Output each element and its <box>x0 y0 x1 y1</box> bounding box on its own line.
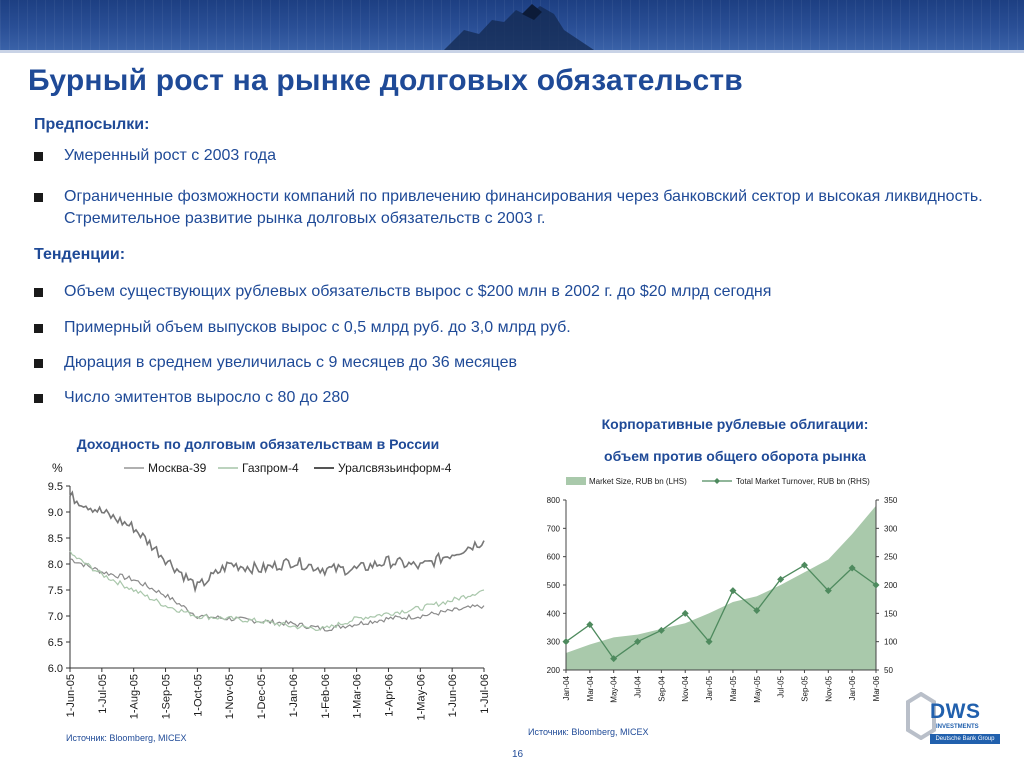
x-tick-label: Mar-04 <box>585 676 595 702</box>
bullet-square-icon <box>34 394 43 403</box>
y-tick-label: 8.0 <box>47 559 63 571</box>
trend-bullet-4: Число эмитентов выросло с 80 до 280 <box>34 387 994 409</box>
bullet-square-icon <box>34 288 43 297</box>
y-tick-label: 6.5 <box>47 637 63 649</box>
y-tick-label: 9.0 <box>47 507 63 519</box>
bullet-square-icon <box>34 193 43 202</box>
x-tick-label: Nov-04 <box>681 676 691 702</box>
x-tick-label: Sep-05 <box>800 676 810 702</box>
page-number: 16 <box>512 749 524 760</box>
x-tick-label: Nov-05 <box>824 676 834 702</box>
x-tick-label: 1-Nov-05 <box>224 674 237 720</box>
x-tick-label: 1-Dec-05 <box>256 674 269 720</box>
top-banner <box>0 0 1024 50</box>
right-chart-title: Корпоративные рублевые облигации: <box>601 416 869 432</box>
x-tick-label: Mar-06 <box>872 676 881 702</box>
x-tick-label: 1-Mar-06 <box>351 674 364 719</box>
legend-label-0: Москва-39 <box>148 461 207 475</box>
legend-label-2: Уралсвязьинформ-4 <box>338 461 452 475</box>
y-tick-label: 8.5 <box>47 533 63 545</box>
left-chart-source: Источник: Bloomberg, MICEX <box>66 733 187 743</box>
trend-bullet-1: Объем существующих рублевых обязательств вырос с $200 млн в 2002 г. до $20 млрд сегодня <box>34 281 994 303</box>
slide-title: Бурный рост на рынке долговых обязательств <box>28 64 743 97</box>
x-tick-label: 1-Jun-06 <box>447 674 460 718</box>
dws-logo <box>906 688 1002 754</box>
logo-name: DWS <box>930 700 981 723</box>
legend-area-label: Market Size, RUB bn (LHS) <box>589 477 687 486</box>
legend-diamond-marker-icon <box>714 478 720 484</box>
left-y-tick-label: 800 <box>546 496 560 505</box>
legend-line-label: Total Market Turnover, RUB bn (RHS) <box>736 477 870 486</box>
x-tick-label: 1-Feb-06 <box>319 674 332 719</box>
bullet-square-icon <box>34 324 43 333</box>
trends-heading: Тенденции: <box>34 246 126 263</box>
right-y-tick-label: 250 <box>884 552 898 562</box>
x-tick-label: Jul-04 <box>633 676 643 698</box>
x-tick-label: Sep-04 <box>657 676 667 702</box>
legend-area-swatch <box>566 477 586 485</box>
y-tick-label: 9.5 <box>47 481 63 493</box>
premise-bullet-1: Умеренный рост с 2003 года <box>34 145 984 167</box>
x-tick-label: Jan-05 <box>705 676 715 701</box>
x-tick-label: Mar-05 <box>728 676 738 702</box>
banner-sculpture-image <box>404 0 644 50</box>
left-y-tick-label: 600 <box>546 552 560 562</box>
premise-bullet-2: Ограниченные фозможности компаний по привлечению финансирования через банковский сектор и высокая ликвидность. Стремительное развитие рынка долговых обязательств с 2003 г. <box>34 186 994 230</box>
right-y-tick-label: 100 <box>884 637 898 647</box>
x-tick-label: May-05 <box>752 676 762 703</box>
series-line-2 <box>70 492 484 590</box>
left-chart-title: Доходность по долговым обязательствам в России <box>76 436 440 452</box>
left-y-tick-label: 700 <box>546 524 560 534</box>
right-y-tick-label: 300 <box>884 524 898 534</box>
logo-subtitle: INVESTMENTS <box>936 724 979 730</box>
y-tick-label: 7.0 <box>47 611 63 623</box>
legend-label-1: Газпром-4 <box>242 461 299 475</box>
right-chart-source: Источник: Bloomberg, MICEX <box>528 727 649 737</box>
trend-bullet-3: Дюрация в среднем увеличилась с 9 месяцев до 36 месяцев <box>34 352 994 374</box>
x-tick-label: Jan-04 <box>562 676 571 701</box>
x-tick-label: May-04 <box>609 676 619 703</box>
right-y-tick-label: 200 <box>884 581 898 590</box>
x-tick-label: Jul-05 <box>776 676 786 698</box>
yield-line-chart <box>28 456 498 740</box>
logo-group: Deutsche Bank Group <box>935 736 995 742</box>
left-y-tick-label: 500 <box>546 581 560 590</box>
y-tick-label: 7.5 <box>47 585 63 597</box>
y-tick-label: 6.0 <box>47 663 63 675</box>
x-tick-label: 1-May-06 <box>415 674 428 721</box>
x-tick-label: 1-Oct-05 <box>192 674 205 717</box>
right-y-tick-label: 50 <box>884 666 893 675</box>
x-tick-label: 1-Aug-05 <box>128 674 141 720</box>
x-tick-label: 1-Apr-06 <box>383 674 396 717</box>
bullet-square-icon <box>34 152 43 161</box>
right-chart-subtitle: объем против общего оборота рынка <box>604 448 866 464</box>
bond-market-area-chart <box>516 470 916 720</box>
banner-rule <box>0 50 1024 53</box>
x-tick-label: 1-Sep-05 <box>160 674 173 720</box>
x-tick-label: 1-Jul-05 <box>96 674 109 714</box>
y-axis-unit-label: % <box>52 461 63 475</box>
right-y-tick-label: 350 <box>884 496 898 505</box>
market-size-area <box>566 506 876 670</box>
premises-heading: Предпосылки: <box>34 116 150 133</box>
bullet-square-icon <box>34 359 43 368</box>
x-tick-label: 1-Jul-06 <box>479 674 491 714</box>
x-tick-label: 1-Jan-06 <box>287 674 300 718</box>
x-tick-label: Jan-06 <box>848 676 858 701</box>
x-tick-label: 1-Jun-05 <box>65 674 77 718</box>
left-y-tick-label: 400 <box>546 609 560 619</box>
right-y-tick-label: 150 <box>884 609 898 619</box>
left-y-tick-label: 200 <box>546 666 560 675</box>
left-y-tick-label: 300 <box>546 637 560 647</box>
trend-bullet-2: Примерный объем выпусков вырос с 0,5 млрд руб. до 3,0 млрд руб. <box>34 317 994 339</box>
